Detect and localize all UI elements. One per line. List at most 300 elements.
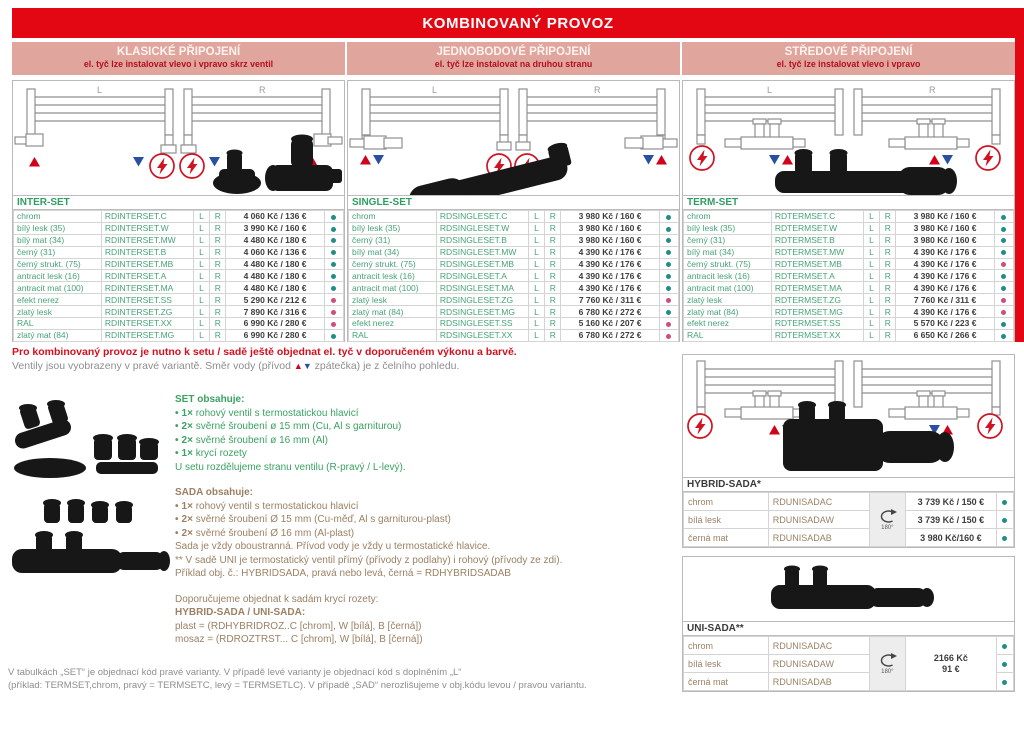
flow-in-icon xyxy=(769,425,780,435)
connection-diagram-jednobodove xyxy=(348,81,679,195)
price-cell: 3 980 Kč / 160 € xyxy=(896,211,994,223)
left-variant-cell: L xyxy=(528,306,544,318)
right-variant-cell: R xyxy=(210,270,226,282)
availability-cell xyxy=(994,222,1013,234)
price-cell: 4 480 Kč / 180 € xyxy=(226,282,324,294)
product-row xyxy=(349,294,679,306)
color-name-cell: černý (31) xyxy=(684,234,772,246)
availability-cell xyxy=(996,529,1013,547)
availability-dot xyxy=(1001,286,1006,291)
order-code-cell: RDSINGLESET.MA xyxy=(436,282,528,294)
flow-in-icon xyxy=(360,155,371,165)
right-variant-cell: R xyxy=(210,329,226,341)
availability-cell xyxy=(996,655,1013,673)
price-cell: 3 739 Kč / 150 € xyxy=(906,511,997,529)
availability-cell xyxy=(324,270,343,282)
availability-dot xyxy=(1001,322,1006,327)
product-row xyxy=(14,329,344,341)
availability-cell xyxy=(659,211,678,223)
availability-dot xyxy=(666,274,671,279)
left-variant-cell: L xyxy=(528,246,544,258)
availability-cell xyxy=(324,258,343,270)
right-variant-cell: R xyxy=(880,211,896,223)
product-row xyxy=(684,493,1014,511)
order-code-cell: RDSINGLESET.MW xyxy=(436,246,528,258)
heating-rod-icon xyxy=(688,414,712,438)
product-row xyxy=(684,222,1014,234)
intro-note-part1: Ventily jsou vyobrazeny v pravé variantě. Směr vody (přívod xyxy=(12,360,291,372)
column-subtitle: el. tyč lze instalovat na druhou stranu xyxy=(434,59,593,69)
product-row xyxy=(349,318,679,330)
product-row xyxy=(684,511,1014,529)
set-table-title: TERM-SET xyxy=(683,195,1014,210)
product-row xyxy=(14,306,344,318)
flow-in-icon xyxy=(29,157,40,167)
flow-in-icon xyxy=(929,155,940,165)
left-variant-cell: L xyxy=(193,306,209,318)
price-cell: 3 990 Kč / 160 € xyxy=(226,222,324,234)
left-variant-cell: L xyxy=(193,329,209,341)
flow-out-icon xyxy=(942,155,953,165)
left-variant-cell: L xyxy=(863,246,879,258)
availability-dot xyxy=(1001,215,1006,220)
hybrid-sada-table xyxy=(683,492,1014,547)
right-variant-cell: R xyxy=(880,318,896,330)
availability-cell xyxy=(324,318,343,330)
set-table-title: SINGLE-SET xyxy=(348,195,679,210)
sada-item: • 2× svěrné šroubení Ø 16 mm (Al-plast) xyxy=(175,527,355,539)
price-cell: 6 990 Kč / 280 € xyxy=(226,329,324,341)
price-cell: 4 390 Kč / 176 € xyxy=(896,306,994,318)
color-name-cell: zlatý mat (84) xyxy=(684,306,772,318)
availability-dot xyxy=(1001,250,1006,255)
availability-dot xyxy=(331,238,336,243)
order-code-cell: RDINTERSET.SS xyxy=(101,294,193,306)
price-cell: 4 060 Kč / 136 € xyxy=(226,211,324,223)
price-eur: 91 € xyxy=(942,663,960,674)
left-variant-cell: L xyxy=(863,294,879,306)
availability-dot xyxy=(1001,227,1006,232)
order-code-cell: RDUNISADAB xyxy=(768,673,869,691)
color-name-cell: černý strukt. (75) xyxy=(14,258,102,270)
price-cell: 4 390 Kč / 176 € xyxy=(561,282,659,294)
radiator-schematic xyxy=(362,89,508,135)
order-code-cell: RDINTERSET.A xyxy=(101,270,193,282)
left-variant-cell: L xyxy=(193,234,209,246)
page-edge-accent xyxy=(1015,8,1024,342)
order-code-cell: RDSINGLESET.ZG xyxy=(436,294,528,306)
radiator-schematic xyxy=(27,89,173,135)
color-name-cell: antracit lesk (16) xyxy=(684,270,772,282)
price-cell: 6 780 Kč / 272 € xyxy=(561,329,659,341)
footer-line: (příklad: TERMSET,chrom, pravý = TERMSETC, levý = TERMSETLC). V případě „SAD“ nerozlišujeme v obj.kódu levou / pravou variantu. xyxy=(8,680,587,691)
price-cell: 3 980 Kč / 160 € xyxy=(896,222,994,234)
order-code-cell: RDTERMSET.MB xyxy=(771,258,863,270)
product-row xyxy=(684,282,1014,294)
right-variant-cell: R xyxy=(880,329,896,341)
price-cell: 3 980 Kč / 160 € xyxy=(896,234,994,246)
availability-cell xyxy=(659,222,678,234)
availability-cell xyxy=(996,511,1013,529)
product-row xyxy=(349,282,679,294)
panel-single-set xyxy=(347,80,680,342)
color-name-cell: černý strukt. (75) xyxy=(684,258,772,270)
order-code-cell: RDTERMSET.W xyxy=(771,222,863,234)
availability-dot xyxy=(331,286,336,291)
recommend-line: HYBRID-SADA / UNI-SADA: xyxy=(175,607,306,618)
availability-cell xyxy=(659,318,678,330)
availability-cell xyxy=(659,270,678,282)
price-cell: 4 480 Kč / 180 € xyxy=(226,234,324,246)
right-variant-cell: R xyxy=(880,270,896,282)
left-variant-cell: L xyxy=(528,222,544,234)
color-name-cell: černý (31) xyxy=(14,246,102,258)
color-name-cell: bílý mat (34) xyxy=(684,246,772,258)
right-variant-cell: R xyxy=(545,270,561,282)
right-variant-cell: R xyxy=(545,294,561,306)
intro-warning-text: Pro kombinovaný provoz je nutno k setu / sadě ještě objednat el. tyč v doporučeném výkonu a barvě. xyxy=(12,346,517,358)
order-code-cell: RDINTERSET.MG xyxy=(101,329,193,341)
left-variant-cell: L xyxy=(193,318,209,330)
order-code-cell: RDINTERSET.MB xyxy=(101,258,193,270)
panel-hybrid-sada xyxy=(682,354,1015,548)
availability-dot xyxy=(666,262,671,267)
rotation-cell xyxy=(869,493,905,547)
color-name-cell: chrom xyxy=(684,637,769,655)
color-name-cell: zlatý mat (84) xyxy=(349,306,437,318)
right-variant-cell: R xyxy=(210,282,226,294)
availability-dot xyxy=(331,298,336,303)
rotation-label: 180° xyxy=(881,668,894,675)
availability-cell xyxy=(994,246,1013,258)
color-name-cell: efekt nerez xyxy=(14,294,102,306)
price-cell: 7 760 Kč / 311 € xyxy=(896,294,994,306)
flow-in-icon xyxy=(782,155,793,165)
color-name-cell: RAL xyxy=(14,318,102,330)
left-variant-cell: L xyxy=(863,329,879,341)
price-cell: 4 390 Kč / 176 € xyxy=(561,258,659,270)
heating-rod-icon xyxy=(150,154,174,178)
single-set-table xyxy=(348,210,679,342)
availability-cell xyxy=(659,258,678,270)
color-name-cell: černá mat xyxy=(684,529,769,547)
product-row xyxy=(349,211,679,223)
left-variant-cell: L xyxy=(193,270,209,282)
uni-sada-table xyxy=(683,636,1014,691)
color-name-cell: černá mat xyxy=(684,673,769,691)
availability-dot xyxy=(1002,644,1007,649)
intro-note-text xyxy=(12,359,672,373)
color-name-cell: zlatý lesk xyxy=(14,306,102,318)
color-name-cell: RAL xyxy=(349,329,437,341)
left-variant-cell: L xyxy=(528,318,544,330)
color-name-cell: antracit lesk (16) xyxy=(349,270,437,282)
availability-dot xyxy=(1002,518,1007,523)
color-name-cell: bílý lesk (35) xyxy=(14,222,102,234)
price-cell: 4 480 Kč / 180 € xyxy=(226,270,324,282)
price-cell: 3 980 Kč / 160 € xyxy=(561,222,659,234)
sada-item: • 1× rohový ventil s termostatickou hlavicí xyxy=(175,500,359,512)
order-code-cell: RDINTERSET.MA xyxy=(101,282,193,294)
right-variant-cell: R xyxy=(545,234,561,246)
right-variant-cell: R xyxy=(545,306,561,318)
heating-rod-icon xyxy=(978,414,1002,438)
column-header-klasicke xyxy=(12,42,345,75)
price-cell: 4 390 Kč / 176 € xyxy=(896,270,994,282)
product-photo-uni-sada xyxy=(683,557,1014,621)
price-cell: 5 290 Kč / 212 € xyxy=(226,294,324,306)
availability-cell xyxy=(996,673,1013,691)
order-code-cell: RDINTERSET.C xyxy=(101,211,193,223)
price-cell: 6 650 Kč / 266 € xyxy=(896,329,994,341)
product-row xyxy=(349,222,679,234)
sada-note: ** V sadě UNI je termostatický ventil přímý (přívody z podlahy) i rohový (přívody ze zdi). xyxy=(175,554,563,566)
right-variant-cell: R xyxy=(210,318,226,330)
right-variant-cell: R xyxy=(880,282,896,294)
order-code-cell: RDINTERSET.W xyxy=(101,222,193,234)
availability-dot xyxy=(1001,238,1006,243)
sada-note: Sada je vždy oboustranná. Přívod vody je vždy u termostatické hlavice. xyxy=(175,541,491,552)
availability-dot xyxy=(666,238,671,243)
availability-cell xyxy=(994,270,1013,282)
flow-out-icon: ▼ xyxy=(302,361,312,371)
availability-cell xyxy=(659,329,678,341)
panel-inter-set xyxy=(12,80,345,342)
left-variant-cell: L xyxy=(528,258,544,270)
product-row xyxy=(14,258,344,270)
availability-cell xyxy=(324,246,343,258)
price-cell: 4 390 Kč / 176 € xyxy=(561,270,659,282)
availability-dot xyxy=(331,215,336,220)
availability-dot xyxy=(1002,662,1007,667)
product-row xyxy=(684,318,1014,330)
left-variant-cell: L xyxy=(193,282,209,294)
color-name-cell: bílý mat (34) xyxy=(349,246,437,258)
price-cell: 4 480 Kč / 180 € xyxy=(226,258,324,270)
sada-contents-photo xyxy=(8,497,172,597)
left-variant-cell: L xyxy=(528,282,544,294)
column-header-stredove xyxy=(682,42,1015,75)
right-variant-cell: R xyxy=(880,306,896,318)
price-cell: 4 390 Kč / 176 € xyxy=(896,282,994,294)
availability-dot xyxy=(1001,298,1006,303)
right-variant-cell: R xyxy=(880,246,896,258)
availability-cell xyxy=(659,246,678,258)
left-variant-cell: L xyxy=(863,270,879,282)
price-cell: 3 739 Kč / 150 € xyxy=(906,493,997,511)
right-variant-cell: R xyxy=(545,222,561,234)
color-name-cell: chrom xyxy=(14,211,102,223)
availability-cell xyxy=(659,294,678,306)
product-row xyxy=(14,318,344,330)
color-name-cell: antracit mat (100) xyxy=(349,282,437,294)
connection-diagram-hybrid xyxy=(683,355,1014,477)
availability-dot xyxy=(331,262,336,267)
set-item: • 1× rohový ventil s termostatickou hlavicí xyxy=(175,407,359,419)
availability-cell xyxy=(324,329,343,341)
rotation-cell xyxy=(869,637,905,691)
product-row xyxy=(684,306,1014,318)
price-kc: 2166 Kč xyxy=(933,652,968,663)
color-name-cell: bílá lesk xyxy=(684,511,769,529)
availability-cell xyxy=(324,294,343,306)
availability-dot xyxy=(1002,536,1007,541)
product-row xyxy=(349,258,679,270)
product-row xyxy=(684,258,1014,270)
availability-cell xyxy=(994,282,1013,294)
color-name-cell: zlatý mat (84) xyxy=(14,329,102,341)
left-variant-cell: L xyxy=(863,318,879,330)
right-variant-cell: R xyxy=(210,246,226,258)
product-row xyxy=(14,211,344,223)
radiator-schematic xyxy=(519,89,665,135)
panel-uni-sada xyxy=(682,556,1015,692)
color-name-cell: bílá lesk xyxy=(684,655,769,673)
order-code-cell: RDSINGLESET.C xyxy=(436,211,528,223)
rotation-180-icon xyxy=(877,509,897,531)
set-note: U setu rozdělujeme stranu ventilu (R-pravý / L-levý). xyxy=(175,461,406,473)
flow-in-icon: ▲ xyxy=(293,361,303,371)
sada-item: • 2× svěrné šroubení Ø 15 mm (Cu-měď, Al s garniturou-plast) xyxy=(175,514,451,525)
product-row xyxy=(349,234,679,246)
column-title: STŘEDOVÉ PŘIPOJENÍ xyxy=(784,46,913,58)
order-code-cell: RDUNISADAW xyxy=(768,655,869,673)
product-row xyxy=(14,234,344,246)
left-variant-cell: L xyxy=(863,234,879,246)
product-row xyxy=(684,270,1014,282)
column-subtitle: el. tyč lze instalovat vlevo i vpravo skrz ventil xyxy=(83,59,274,69)
column-subtitle: el. tyč lze instalovat vlevo i vpravo xyxy=(776,59,921,69)
left-variant-cell: L xyxy=(863,282,879,294)
left-variant-cell: L xyxy=(193,258,209,270)
connection-diagram-klasicke xyxy=(13,81,344,195)
page-title xyxy=(12,8,1024,38)
diagram-label-left: L xyxy=(432,85,438,95)
recommend-line: Doporučujeme objednat k sadám krycí rozety: xyxy=(175,593,379,605)
footer-note xyxy=(8,666,680,692)
page-title-text: KOMBINOVANÝ PROVOZ xyxy=(422,14,614,32)
right-variant-cell: R xyxy=(210,222,226,234)
price-cell: 6 780 Kč / 272 € xyxy=(561,306,659,318)
product-row xyxy=(684,234,1014,246)
flow-out-icon xyxy=(643,155,654,165)
availability-cell xyxy=(994,306,1013,318)
order-code-cell: RDINTERSET.MW xyxy=(101,234,193,246)
availability-cell xyxy=(324,282,343,294)
availability-dot xyxy=(1001,334,1006,339)
panel-term-set xyxy=(682,80,1015,342)
column-header-jednobodove xyxy=(347,42,680,75)
price-cell: 5 160 Kč / 207 € xyxy=(561,318,659,330)
order-code-cell: RDINTERSET.ZG xyxy=(101,306,193,318)
color-name-cell: bílý lesk (35) xyxy=(349,222,437,234)
availability-cell xyxy=(324,306,343,318)
product-row xyxy=(14,270,344,282)
set-item: • 2× svěrné šroubení ø 16 mm (Al) xyxy=(175,434,328,446)
availability-cell xyxy=(324,234,343,246)
left-variant-cell: L xyxy=(193,211,209,223)
availability-dot xyxy=(331,322,336,327)
availability-cell xyxy=(994,318,1013,330)
product-row xyxy=(349,306,679,318)
availability-dot xyxy=(1001,310,1006,315)
order-code-cell: RDTERMSET.MA xyxy=(771,282,863,294)
left-variant-cell: L xyxy=(863,222,879,234)
notes-block xyxy=(175,393,680,659)
diagram-label-right: R xyxy=(929,85,936,95)
color-name-cell: efekt nerez xyxy=(349,318,437,330)
order-code-cell: RDTERMSET.A xyxy=(771,270,863,282)
order-code-cell: RDUNISADAC xyxy=(768,637,869,655)
set-item: • 1× krycí rozety xyxy=(175,448,247,459)
left-variant-cell: L xyxy=(863,211,879,223)
order-code-cell: RDSINGLESET.MB xyxy=(436,258,528,270)
color-name-cell: zlatý lesk xyxy=(349,294,437,306)
intro-note-part2: zpátečka) je z čelního pohledu. xyxy=(314,360,460,372)
right-variant-cell: R xyxy=(880,294,896,306)
column-title: JEDNOBODOVÉ PŘIPOJENÍ xyxy=(436,46,591,58)
availability-dot xyxy=(1001,262,1006,267)
set-table-title: UNI-SADA** xyxy=(683,621,1014,636)
rotation-180-icon xyxy=(877,653,897,675)
left-variant-cell: L xyxy=(863,258,879,270)
price-cell xyxy=(906,637,997,691)
left-variant-cell: L xyxy=(528,234,544,246)
product-row xyxy=(684,529,1014,547)
availability-cell xyxy=(324,211,343,223)
sada-contents xyxy=(175,486,680,581)
heating-rod-icon xyxy=(976,146,1000,170)
order-code-cell: RDSINGLESET.W xyxy=(436,222,528,234)
order-code-cell: RDUNISADAC xyxy=(768,493,869,511)
right-variant-cell: R xyxy=(210,294,226,306)
order-code-cell: RDSINGLESET.A xyxy=(436,270,528,282)
product-row xyxy=(349,329,679,341)
left-variant-cell: L xyxy=(193,222,209,234)
product-row xyxy=(14,282,344,294)
product-row xyxy=(684,637,1014,655)
right-variant-cell: R xyxy=(545,246,561,258)
price-cell: 3 980 Kč / 160 € xyxy=(561,211,659,223)
product-row xyxy=(684,329,1014,341)
right-variant-cell: R xyxy=(545,318,561,330)
order-code-cell: RDINTERSET.XX xyxy=(101,318,193,330)
product-row xyxy=(349,270,679,282)
price-cell: 5 570 Kč / 223 € xyxy=(896,318,994,330)
color-name-cell: chrom xyxy=(684,211,772,223)
right-variant-cell: R xyxy=(880,234,896,246)
right-variant-cell: R xyxy=(545,258,561,270)
color-name-cell: antracit lesk (16) xyxy=(14,270,102,282)
availability-dot xyxy=(331,334,336,339)
flow-out-icon xyxy=(209,157,220,167)
color-name-cell: chrom xyxy=(684,493,769,511)
set-contents-photo xyxy=(10,398,172,486)
color-name-cell: bílý lesk (35) xyxy=(684,222,772,234)
product-row xyxy=(684,294,1014,306)
price-cell: 6 990 Kč / 280 € xyxy=(226,318,324,330)
right-variant-cell: R xyxy=(210,211,226,223)
color-name-cell: zlatý lesk xyxy=(684,294,772,306)
availability-cell xyxy=(994,294,1013,306)
inter-set-table xyxy=(13,210,344,342)
availability-cell xyxy=(994,234,1013,246)
flow-out-icon xyxy=(133,157,144,167)
availability-cell xyxy=(994,258,1013,270)
diagram-label-left: L xyxy=(767,85,773,95)
product-photo-term-set xyxy=(775,149,957,195)
flow-out-icon xyxy=(373,155,384,165)
